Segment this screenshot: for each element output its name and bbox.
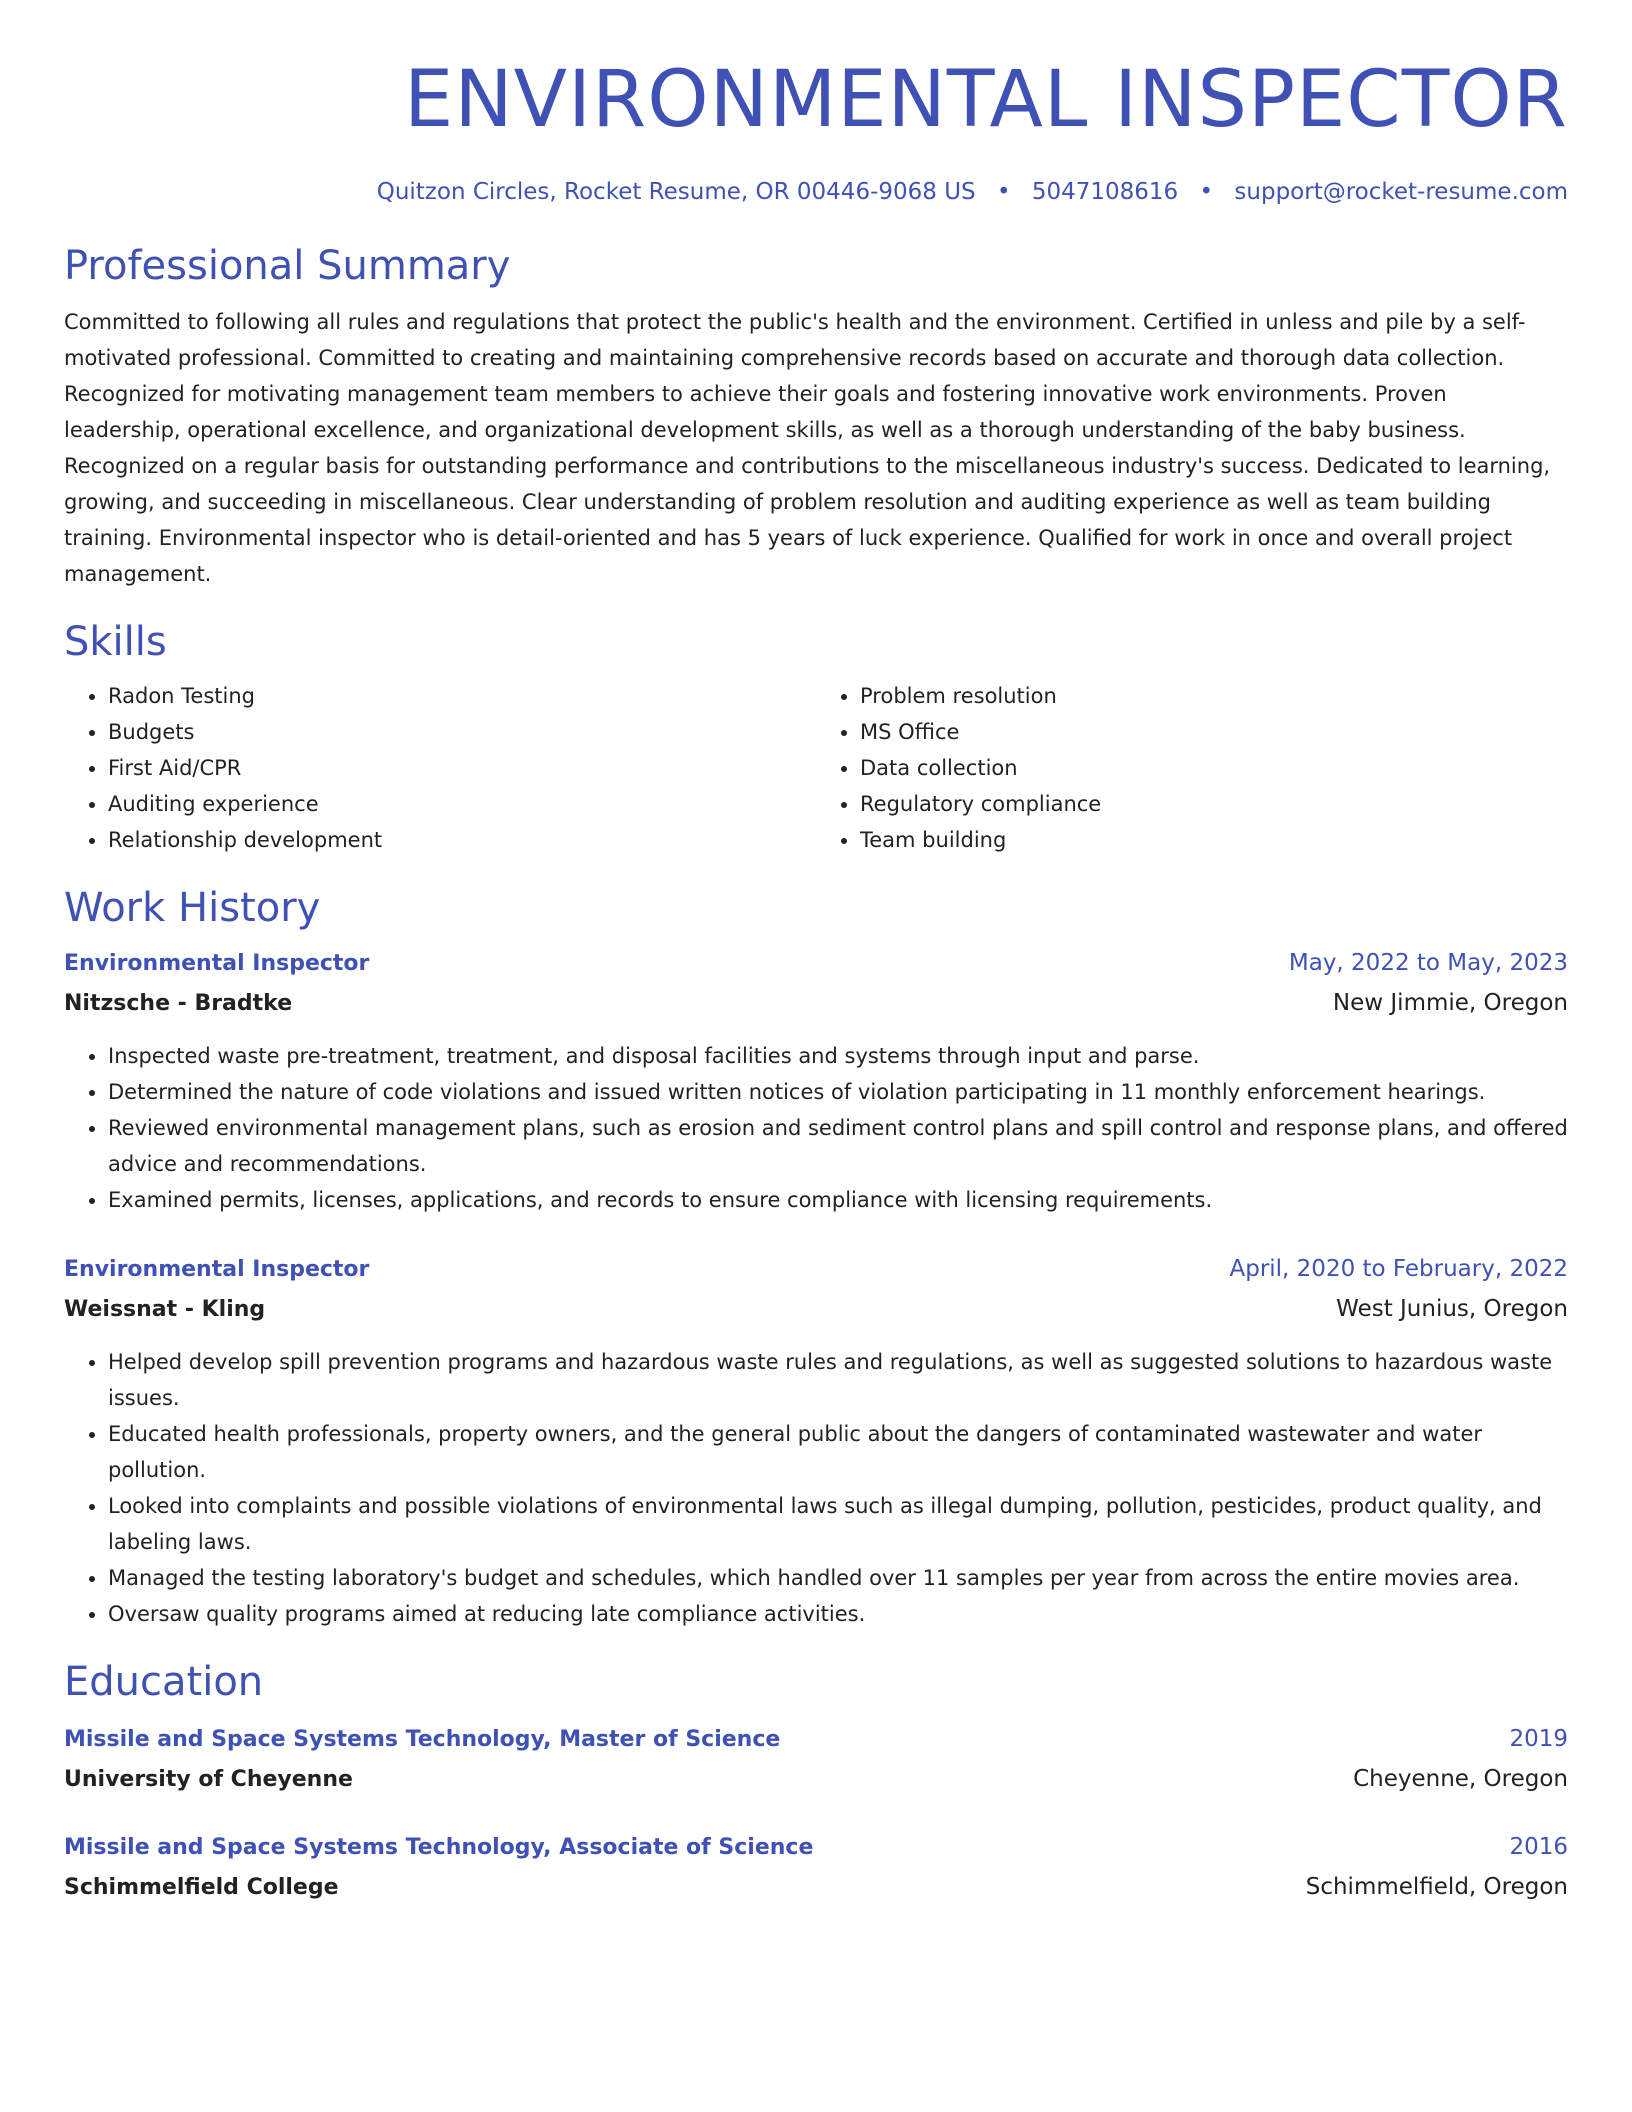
education-heading: Education [64,1659,264,1705]
contact-separator: • [1199,179,1214,205]
education-school-row [64,1759,1568,1800]
job-company: Nitzsche - Bradtke [64,991,293,1016]
job-entry [64,1250,1568,1632]
job-bullet: • Oversaw quality programs aimed at reducing late compliance activities. [108,1596,1568,1632]
job-title: Environmental Inspector [64,951,370,976]
skill-item: • Team building [860,822,1568,858]
job-bullet: • Looked into complaints and possible violations of environmental laws such as illegal dumping, pollution, pesticides, product quality, and labeling laws. [108,1488,1568,1560]
skill-item: • Regulatory compliance [860,786,1568,822]
job-bullet: • Educated health professionals, property owners, and the general public about the dangers of contaminated wastewater and water pollution. [108,1416,1568,1488]
job-location: West Junius, Oregon [1336,1296,1568,1322]
skill-item: • Budgets [108,714,816,750]
skills-heading: Skills [64,619,167,665]
education-year: 2016 [1509,1834,1568,1860]
work-history-heading: Work History [64,885,321,931]
skill-item: • MS Office [860,714,1568,750]
education-school: Schimmelfield College [64,1875,339,1900]
skills-grid [64,678,1568,858]
job-bullet: • Examined permits, licenses, applications, and records to ensure compliance with licensing requirements. [108,1182,1568,1218]
contact-line [64,176,1568,208]
education-degree: Missile and Space Systems Technology, Associate of Science [64,1835,814,1860]
education-school: University of Cheyenne [64,1767,353,1792]
skill-item: • Radon Testing [108,678,816,714]
education-year: 2019 [1509,1726,1568,1752]
contact-separator: • [996,179,1011,205]
resume-name: ENVIRONMENTAL INSPECTOR [404,55,1568,145]
skill-item: • Relationship development [108,822,816,858]
job-company-row [64,983,1568,1024]
contact-email: support@rocket-resume.com [1234,179,1568,205]
education-entry [64,1828,1568,1908]
job-dates: May, 2022 to May, 2023 [1288,950,1568,976]
job-dates: April, 2020 to February, 2022 [1229,1256,1568,1282]
education-header-row [64,1828,1568,1867]
education-entry [64,1720,1568,1800]
job-header-row [64,944,1568,983]
job-bullet: • Helped develop spill prevention programs and hazardous waste rules and regulations, as well as suggested solutions to hazardous waste issues. [108,1344,1568,1416]
job-company-row [64,1289,1568,1330]
skill-item: • Auditing experience [108,786,816,822]
education-degree: Missile and Space Systems Technology, Master of Science [64,1727,781,1752]
job-bullet: • Managed the testing laboratory's budget and schedules, which handled over 11 samples per year from across the entire movies area. [108,1560,1568,1596]
contact-address: Quitzon Circles, Rocket Resume, OR 00446-9068 US [376,179,976,205]
summary-heading: Professional Summary [64,243,511,289]
education-header-row [64,1720,1568,1759]
job-bullet: • Determined the nature of code violations and issued written notices of violation participating in 11 monthly enforcement hearings. [108,1074,1568,1110]
skill-item: • Problem resolution [860,678,1568,714]
education-location: Cheyenne, Oregon [1353,1766,1568,1792]
job-bullets [64,1038,1568,1218]
job-bullet: • Reviewed environmental management plans, such as erosion and sediment control plans and spill control and response plans, and offered advice and recommendations. [108,1110,1568,1182]
education-school-row [64,1867,1568,1908]
job-company: Weissnat - Kling [64,1297,266,1322]
skill-item: • First Aid/CPR [108,750,816,786]
skill-item: • Data collection [860,750,1568,786]
job-header-row [64,1250,1568,1289]
skills-column-left [64,678,816,858]
summary-text: Committed to following all rules and regulations that protect the public's health and the environment. Certified in unless and pile by a self-motivated professional. Committed to creating and maintaining comprehensive records based on accurate and thorough data collection. Recognized for motivating management team members to achieve their goals and fostering innovative work environments. Proven leadership, operational excellence, and organizational development skills, as well as a thorough understanding of the baby business. Recognized on a regular basis for outstanding performance and contributions to the miscellaneous industry's success. Dedicated to learning, growing, and succeeding in miscellaneous. Clear understanding of problem resolution and auditing experience as well as team building training. Environmental inspector who is detail-oriented and has 5 years of luck experience. Qualified for work in once and overall project management. [64,310,1551,586]
job-bullet: • Inspected waste pre-treatment, treatment, and disposal facilities and systems through input and parse. [108,1038,1568,1074]
skills-column-right [816,678,1568,858]
contact-phone: 5047108616 [1031,179,1179,205]
job-location: New Jimmie, Oregon [1332,990,1568,1016]
job-title: Environmental Inspector [64,1257,370,1282]
job-entry [64,944,1568,1218]
job-bullets [64,1344,1568,1632]
education-location: Schimmelfield, Oregon [1305,1874,1568,1900]
